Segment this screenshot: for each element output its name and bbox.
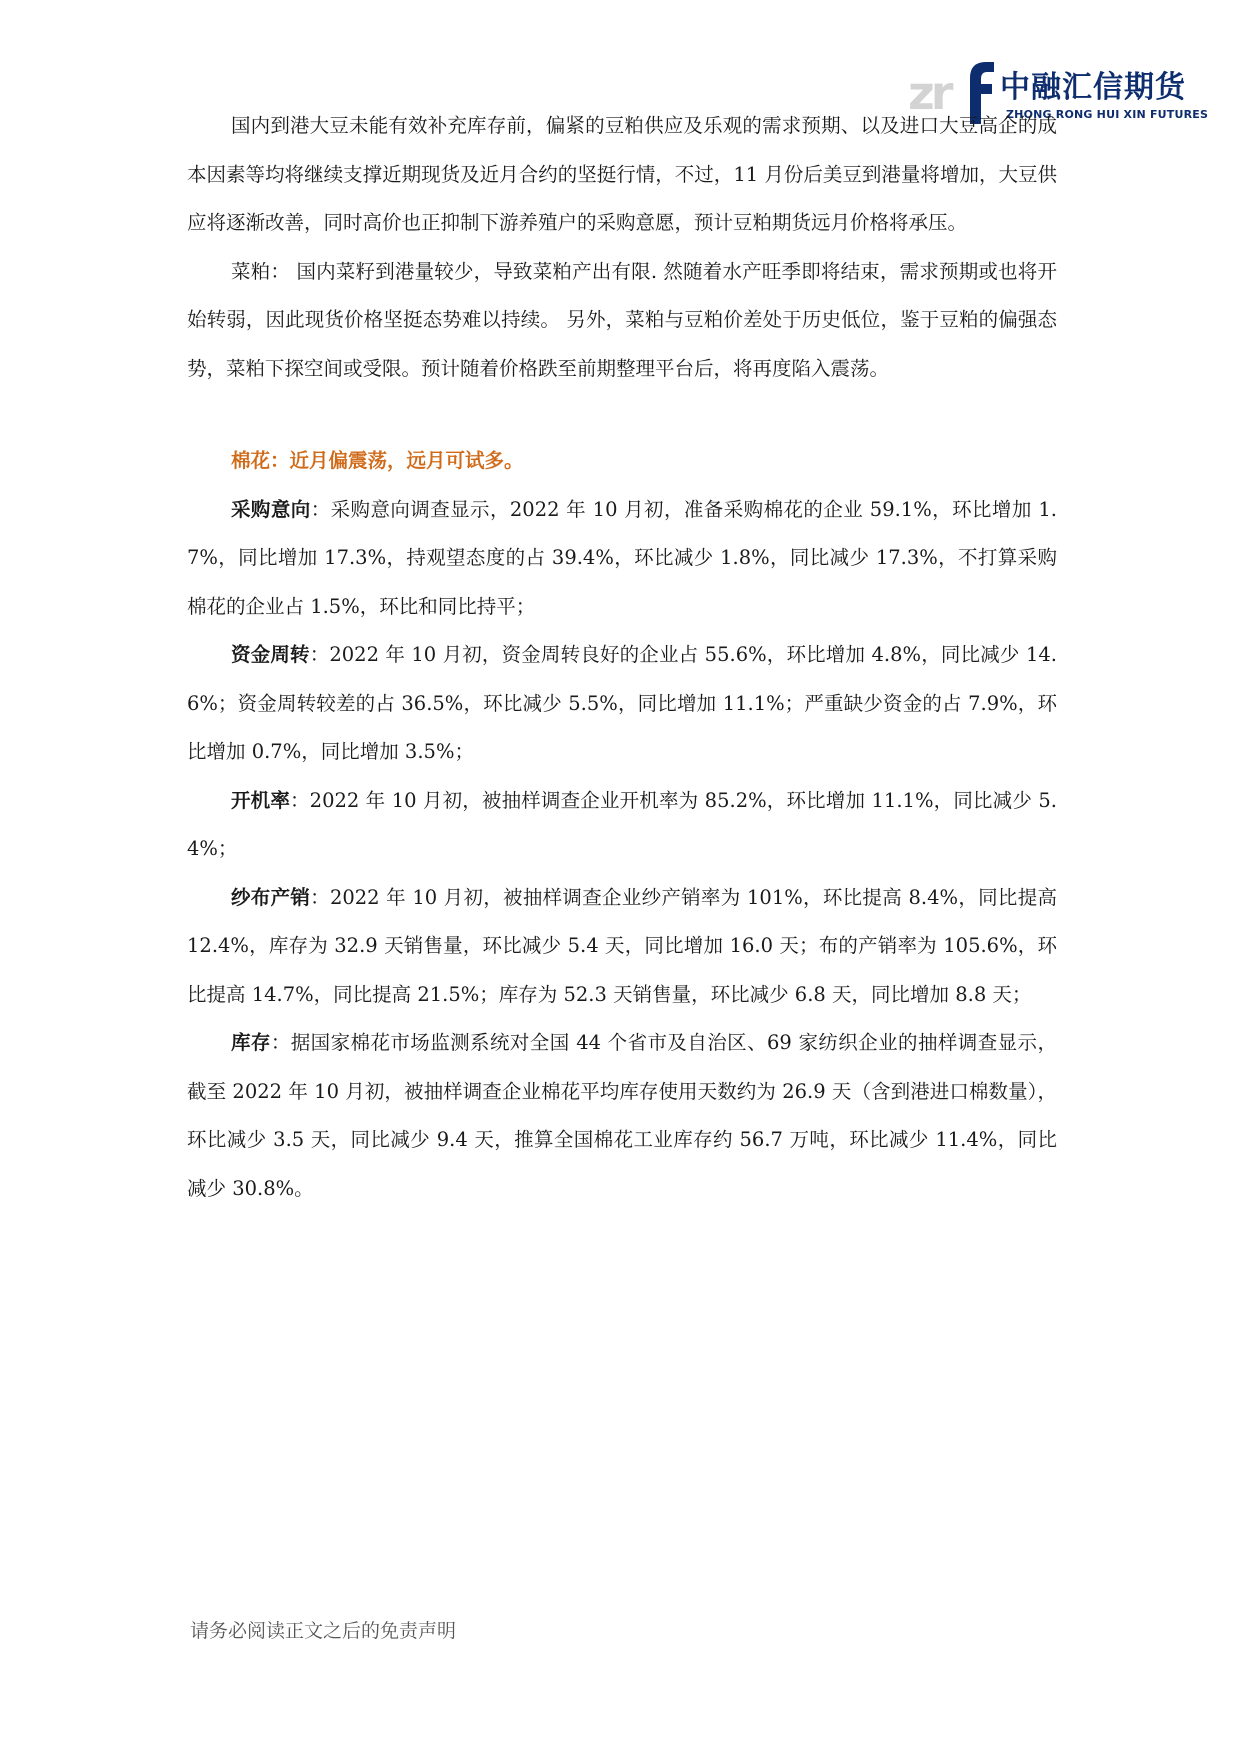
rapeseed-meal-paragraph: 菜粕： 国内菜籽到港量较少，导致菜粕产出有限. 然随着水产旺季即将结束，需求预期或也将开始转弱，因此现货价格坚挺态势难以持续。 另外，菜粕与豆粕价差处于历史低位，鉴于豆粕的偏强态势，菜粕下探空间或受限。预计随着价格跌至前期整理平台后，将再度陷入震荡。 — [187, 259, 1057, 380]
cotton-item-capital — [187, 631, 1057, 777]
item-lead: 库存 — [231, 1031, 271, 1054]
logo-english-name: ZHONG RONG HUI XIN FUTURES — [1006, 108, 1209, 121]
cotton-item-operating-rate — [187, 777, 1057, 874]
item-lead: 采购意向 — [231, 497, 311, 521]
item-lead: 纱布产销 — [231, 885, 311, 909]
logo-chinese-name: 中融汇信期货 — [1000, 70, 1186, 105]
report-body — [187, 102, 1057, 1213]
soymeal-paragraph: 国内到港大豆未能有效补充库存前，偏紧的豆粕供应及乐观的需求预期、以及进口大豆高企的成本因素等均将继续支撑近期现货及近月合约的坚挺行情，不过，11 月份后美豆到港量将增加，大豆供应将逐渐改善，同时高价也正抑制下游养殖户的采购意愿，预计豆粕期货远月价格将承压。 — [187, 114, 1057, 234]
item-text: ：2022 年 10 月初，被抽样调查企业开机率为 85.2%，环比增加 11.1%，同比减少 5.4%； — [187, 788, 1057, 860]
item-lead: 资金周转 — [231, 643, 310, 666]
cotton-item-purchase — [187, 486, 1057, 632]
logo-mark: zr — [908, 66, 950, 120]
cotton-item-inventory — [187, 1019, 1057, 1213]
item-text: ：采购意向调查显示，2022 年 10 月初，准备采购棉花的企业 59.1%，环比增加 1.7%，同比增加 17.3%，持观望态度的占 39.4%，环比减少 1.8%，同比减少 17.3%，不打算采购棉花的企业占 1.5%，环比和同比持平； — [187, 497, 1057, 618]
disclaimer-footer: 请务必阅读正文之后的免责声明 — [190, 1620, 457, 1642]
cotton-item-yarn-cloth — [187, 874, 1057, 1020]
cotton-section-title: 棉花：近月偏震荡，远月可试多。 — [231, 449, 524, 472]
item-text: ：据国家棉花市场监测系统对全国 44 个省市及自治区、69 家纺织企业的抽样调查显示，截至 2022 年 10 月初，被抽样调查企业棉花平均库存使用天数约为 26.9 天（含到港进口棉数量），环比减少 3.5 天，同比减少 9.4 天，推算全国棉花工业库存约 56.7 万吨，环比减少 11.4%，同比减少 30.8%。 — [187, 1031, 1057, 1200]
item-text: ：2022 年 10 月初，资金周转良好的企业占 55.6%，环比增加 4.8%，同比减少 14.6%；资金周转较差的占 36.5%，环比减少 5.5%，同比增加 11.1%；严重缺少资金的占 7.9%，环比增加 0.7%，同比增加 3.5%； — [187, 643, 1057, 763]
item-text: ：2022 年 10 月初，被抽样调查企业纱产销率为 101%，环比提高 8.4%，同比提高 12.4%，库存为 32.9 天销售量，环比减少 5.4 天，同比增加 16.0 天；布的产销率为 105.6%，环比提高 14.7%，同比提高 21.5%；库存为 52.3 天销售量，环比减少 6.8 天，同比增加 8.8 天； — [187, 885, 1057, 1006]
item-lead: 开机率 — [231, 788, 291, 812]
